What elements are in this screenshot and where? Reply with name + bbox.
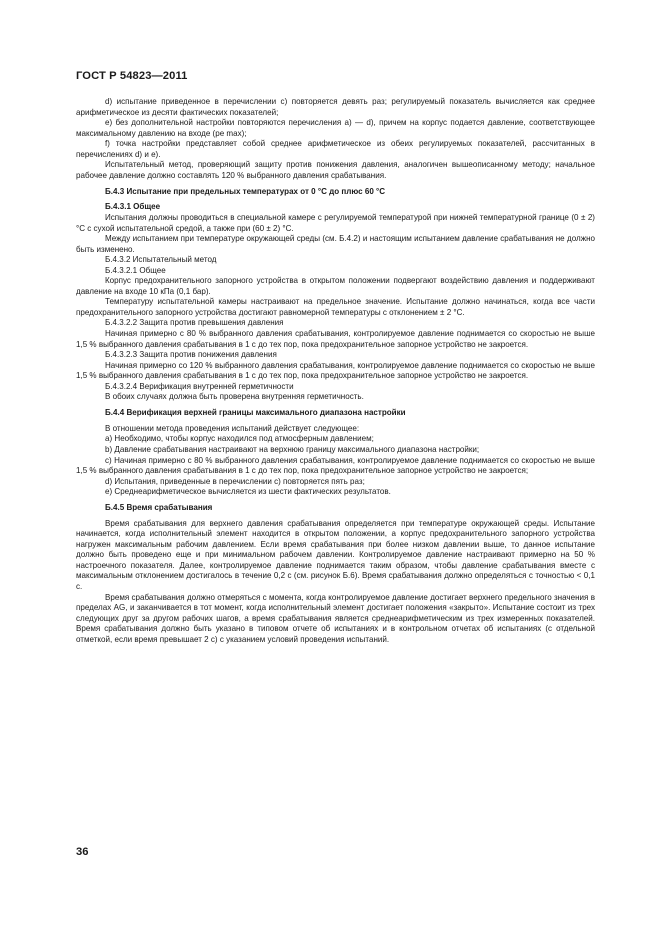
subsection-heading: Б.4.3.1 Общее [105,202,161,212]
page-number: 36 [76,846,89,858]
clause-label: Б.4.3.2 Испытательный метод [105,255,217,265]
paragraph: Время срабатывания должно отмеряться с момента, когда контролируемое давление достигает верхнего предельного значения в пределах AG, и заканчивается в тот момент, когда исполнительный элемент достигает положения «закрыто». Испытание состоит из трех следующих друг за другом рабочих шагов, а время срабатывания является среднеарифметическим из трех измеренных показателей. Время срабатывания должно быть указано в типовом отчете об испытаниях и в контрольном отчетах об испытаниях (с отдельной отметкой, если время превышает 2 с) с указанием условий проведения испытаний. [76,592,595,644]
paragraph: Корпус предохранительного запорного устройства в открытом положении подвергают воздействию давления и поддерживают давление на входе 10 кПа (0,1 бар). [76,276,595,296]
section-heading: Б.4.4 Верификация верхней границы максимального диапазона настройки [105,408,406,418]
list-item: d) Испытания, приведенные в перечислении с) повторяется пять раз; [105,476,365,486]
clause-label: Б.4.3.2.3 Защита против понижения давления [105,350,277,360]
section-heading: Б.4.3 Испытание при предельных температурах от 0 °С до плюс 60 °С [105,186,386,196]
list-item: b) Давление срабатывания настраивают на верхнюю границу максимального диапазона настройки; [105,444,480,454]
section-heading: Б.4.5 Время срабатывания [105,503,213,513]
clause-label: Б.4.3.2.1 Общее [105,265,166,275]
clause-label: Б.4.3.2.4 Верификация внутренней герметичности [105,381,294,391]
list-item: с) Начиная примерно с 80 % выбранного давления срабатывания, контролируемое давление поднимается со скоростью не выше 1,5 % выбранного давления срабатывания в 1 с до тех пор, пока предохранительное запорное устройство не закроется; [76,455,595,476]
list-item: е) Среднеарифметическое вычисляется из шести фактических результатов. [105,487,391,497]
paragraph: В обоих случаях должна быть проверена внутренняя герметичность. [105,392,364,402]
paragraph: Испытательный метод, проверяющий защиту против понижения давления, аналогичен вышеописанному методу; начальное рабочее давление должно составлять 120 % выбранного давления срабатывания. [76,160,595,180]
paragraph: Начиная примерно со 120 % выбранного давления срабатывания, контролируемое давление поднимается со скоростью не выше 1,5 % выбранного давления срабатывания в 1 с до тех пор, пока предохранительное запорное устройство не закроется. [76,360,595,381]
list-item: а) Необходимо, чтобы корпус находился под атмосферным давлением; [105,434,374,444]
paragraph: е) без дополнительной настройки повторяются перечисления а) — d), причем на корпус подается давление, соответствующее максимальному давлению на входе (pe max); [76,118,595,138]
paragraph: Температуру испытательной камеры настраивают на предельное значение. Испытание должно начинаться, когда все части предохранительного запорного устройства достигают равномерной температуры с отклонением ± 2 °С. [76,297,595,317]
clause-label: Б.4.3.2.2 Защита против превышения давления [105,318,284,328]
paragraph: В отношении метода проведения испытаний действует следующее: [105,423,360,433]
paragraph: Время срабатывания для верхнего давления срабатывания определяется при температуре окружающей среды. Испытание начинается, когда исполнительный элемент находится в открытом положении, а корпус предохранительного запорного устройства нагружен максимальным рабочим давлением. Если время срабатывания при более низком давлении выше, то данное испытание должно быть проведено еще и при минимальном рабочем давлении. Контролируемое давление настраивают примерно на 50 % настроечного показателя. Далее, контролируемое давление поднимается таким образом, чтобы давление срабатывания вместе с максимальным отклонением достигалось в течение 0,2 с (см. рисунок Б.6). Время срабатывания должно определяться с точностью < 0,1 с. [76,518,595,592]
paragraph: f) точка настройки представляет собой среднее арифметическое из обеих регулируемых показателей, рассчитанных в перечислениях d) и e). [76,139,595,159]
paragraph: Испытания должны проводиться в специальной камере с регулируемой температурой при нижней температурной границе (0 ± 2) °С с сухой испытательной средой, а также при (60 ± 2) °С. [76,212,595,233]
paragraph: Между испытанием при температуре окружающей среды (см. Б.4.2) и настоящим испытанием давление срабатывания не должно быть изменено. [76,234,595,254]
paragraph: Начиная примерно с 80 % выбранного давления срабатывания, контролируемое давление поднимается со скоростью не выше 1,5 % выбранного давления срабатывания в 1 с до тех пор, пока предохранительное запорное устройство не закроется. [76,328,595,349]
document-body [76,97,595,645]
paragraph: d) испытание приведенное в перечислении с) повторяется девять раз; регулируемый показатель вычисляется как среднее арифметическое из десяти фактических показателей; [76,97,595,117]
document-header: ГОСТ Р 54823—2011 [76,70,188,82]
